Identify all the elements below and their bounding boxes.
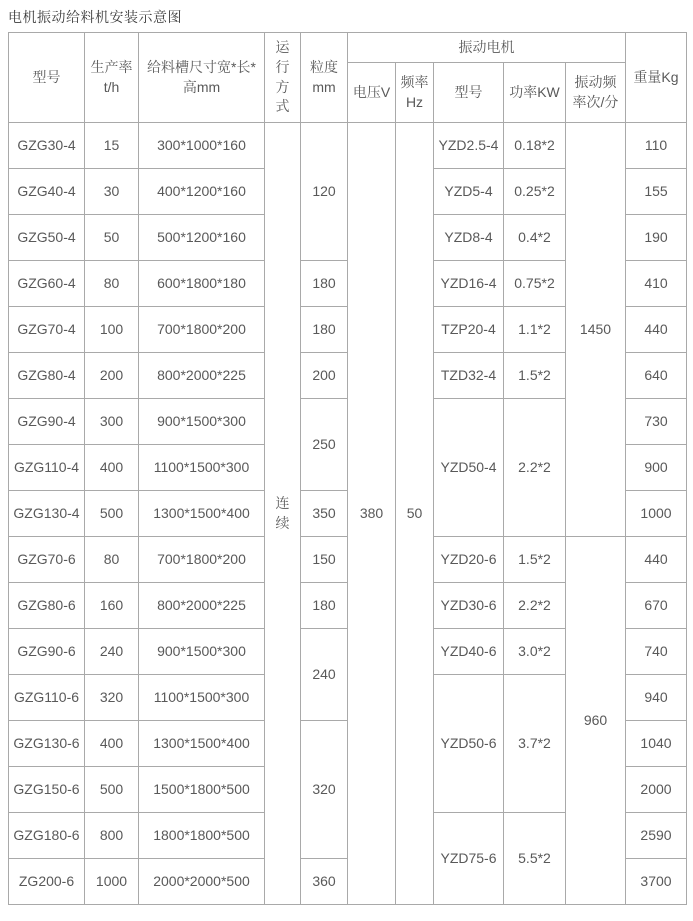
cell-trough: 1500*1800*500 <box>139 767 265 813</box>
cell-weight: 440 <box>626 307 687 353</box>
header-motor-model: 型号 <box>434 63 504 123</box>
cell-particle: 180 <box>301 583 348 629</box>
cell-motor_model: YZD40-6 <box>434 629 504 675</box>
spec-table <box>8 32 687 905</box>
cell-power: 1.5*2 <box>504 353 566 399</box>
cell-power: 3.7*2 <box>504 675 566 813</box>
cell-particle: 180 <box>301 307 348 353</box>
cell-rate: 15 <box>85 123 139 169</box>
cell-trough: 1100*1500*300 <box>139 675 265 721</box>
cell-rate: 1000 <box>85 859 139 905</box>
cell-weight: 1000 <box>626 491 687 537</box>
cell-mode: 连续 <box>265 123 301 905</box>
cell-power: 5.5*2 <box>504 813 566 905</box>
header-rate: 生产率t/h <box>85 33 139 123</box>
cell-particle: 240 <box>301 629 348 721</box>
cell-rate: 320 <box>85 675 139 721</box>
cell-model: GZG80-6 <box>9 583 85 629</box>
cell-trough: 1100*1500*300 <box>139 445 265 491</box>
cell-weight: 2000 <box>626 767 687 813</box>
header-power: 功率KW <box>504 63 566 123</box>
cell-model: GZG30-4 <box>9 123 85 169</box>
cell-model: GZG110-4 <box>9 445 85 491</box>
table-body <box>9 123 687 905</box>
cell-vib_freq: 960 <box>566 537 626 905</box>
header-row-1 <box>9 33 687 63</box>
cell-trough: 400*1200*160 <box>139 169 265 215</box>
cell-model: GZG90-6 <box>9 629 85 675</box>
cell-trough: 700*1800*200 <box>139 537 265 583</box>
cell-weight: 155 <box>626 169 687 215</box>
cell-trough: 900*1500*300 <box>139 399 265 445</box>
cell-weight: 740 <box>626 629 687 675</box>
cell-trough: 500*1200*160 <box>139 215 265 261</box>
cell-weight: 110 <box>626 123 687 169</box>
cell-rate: 100 <box>85 307 139 353</box>
header-particle: 粒度mm <box>301 33 348 123</box>
cell-weight: 1040 <box>626 721 687 767</box>
cell-model: GZG60-4 <box>9 261 85 307</box>
cell-motor_model: YZD16-4 <box>434 261 504 307</box>
cell-power: 2.2*2 <box>504 399 566 537</box>
cell-weight: 900 <box>626 445 687 491</box>
cell-rate: 500 <box>85 767 139 813</box>
cell-model: GZG70-6 <box>9 537 85 583</box>
cell-power: 1.5*2 <box>504 537 566 583</box>
cell-motor_model: YZD8-4 <box>434 215 504 261</box>
cell-trough: 2000*2000*500 <box>139 859 265 905</box>
cell-power: 0.75*2 <box>504 261 566 307</box>
cell-particle: 200 <box>301 353 348 399</box>
cell-voltage: 380 <box>348 123 396 905</box>
cell-rate: 30 <box>85 169 139 215</box>
cell-rate: 400 <box>85 445 139 491</box>
cell-rate: 500 <box>85 491 139 537</box>
cell-trough: 600*1800*180 <box>139 261 265 307</box>
cell-trough: 1300*1500*400 <box>139 721 265 767</box>
cell-trough: 700*1800*200 <box>139 307 265 353</box>
cell-trough: 900*1500*300 <box>139 629 265 675</box>
cell-motor_model: YZD20-6 <box>434 537 504 583</box>
cell-particle: 350 <box>301 491 348 537</box>
cell-motor_model: TZD32-4 <box>434 353 504 399</box>
cell-trough: 1800*1800*500 <box>139 813 265 859</box>
cell-rate: 200 <box>85 353 139 399</box>
cell-particle: 250 <box>301 399 348 491</box>
header-vib-freq: 振动频率次/分 <box>566 63 626 123</box>
cell-model: GZG80-4 <box>9 353 85 399</box>
cell-rate: 80 <box>85 537 139 583</box>
cell-weight: 640 <box>626 353 687 399</box>
cell-power: 0.4*2 <box>504 215 566 261</box>
cell-power: 0.18*2 <box>504 123 566 169</box>
header-model: 型号 <box>9 33 85 123</box>
cell-rate: 800 <box>85 813 139 859</box>
cell-power: 3.0*2 <box>504 629 566 675</box>
cell-motor_model: YZD75-6 <box>434 813 504 905</box>
cell-power: 2.2*2 <box>504 583 566 629</box>
cell-model: GZG110-6 <box>9 675 85 721</box>
cell-motor_model: TZP20-4 <box>434 307 504 353</box>
table-row <box>9 123 687 169</box>
cell-motor_model: YZD50-4 <box>434 399 504 537</box>
cell-particle: 320 <box>301 721 348 859</box>
cell-model: GZG180-6 <box>9 813 85 859</box>
cell-power: 0.25*2 <box>504 169 566 215</box>
cell-model: GZG40-4 <box>9 169 85 215</box>
cell-freq: 50 <box>396 123 434 905</box>
header-weight: 重量Kg <box>626 33 687 123</box>
cell-particle: 180 <box>301 261 348 307</box>
cell-model: GZG90-4 <box>9 399 85 445</box>
cell-motor_model: YZD2.5-4 <box>434 123 504 169</box>
cell-weight: 2590 <box>626 813 687 859</box>
cell-rate: 160 <box>85 583 139 629</box>
header-motor-group: 振动电机 <box>348 33 626 63</box>
cell-motor_model: YZD5-4 <box>434 169 504 215</box>
header-mode: 运行方式 <box>265 33 301 123</box>
cell-vib_freq: 1450 <box>566 123 626 537</box>
cell-rate: 240 <box>85 629 139 675</box>
cell-power: 1.1*2 <box>504 307 566 353</box>
cell-trough: 300*1000*160 <box>139 123 265 169</box>
cell-motor_model: YZD50-6 <box>434 675 504 813</box>
cell-model: ZG200-6 <box>9 859 85 905</box>
cell-model: GZG150-6 <box>9 767 85 813</box>
cell-model: GZG70-4 <box>9 307 85 353</box>
cell-trough: 800*2000*225 <box>139 583 265 629</box>
cell-weight: 730 <box>626 399 687 445</box>
cell-particle: 120 <box>301 123 348 261</box>
header-freq: 频率Hz <box>396 63 434 123</box>
cell-rate: 50 <box>85 215 139 261</box>
cell-rate: 300 <box>85 399 139 445</box>
cell-weight: 940 <box>626 675 687 721</box>
header-trough: 给料槽尺寸宽*长*高mm <box>139 33 265 123</box>
cell-weight: 670 <box>626 583 687 629</box>
cell-weight: 190 <box>626 215 687 261</box>
cell-weight: 3700 <box>626 859 687 905</box>
table-header <box>9 33 687 123</box>
page-title: 电机振动给料机安装示意图 <box>8 9 182 25</box>
cell-weight: 410 <box>626 261 687 307</box>
cell-model: GZG50-4 <box>9 215 85 261</box>
cell-rate: 400 <box>85 721 139 767</box>
cell-model: GZG130-4 <box>9 491 85 537</box>
header-voltage: 电压V <box>348 63 396 123</box>
cell-motor_model: YZD30-6 <box>434 583 504 629</box>
cell-trough: 1300*1500*400 <box>139 491 265 537</box>
cell-particle: 360 <box>301 859 348 905</box>
cell-particle: 150 <box>301 537 348 583</box>
cell-weight: 440 <box>626 537 687 583</box>
cell-rate: 80 <box>85 261 139 307</box>
cell-model: GZG130-6 <box>9 721 85 767</box>
cell-trough: 800*2000*225 <box>139 353 265 399</box>
